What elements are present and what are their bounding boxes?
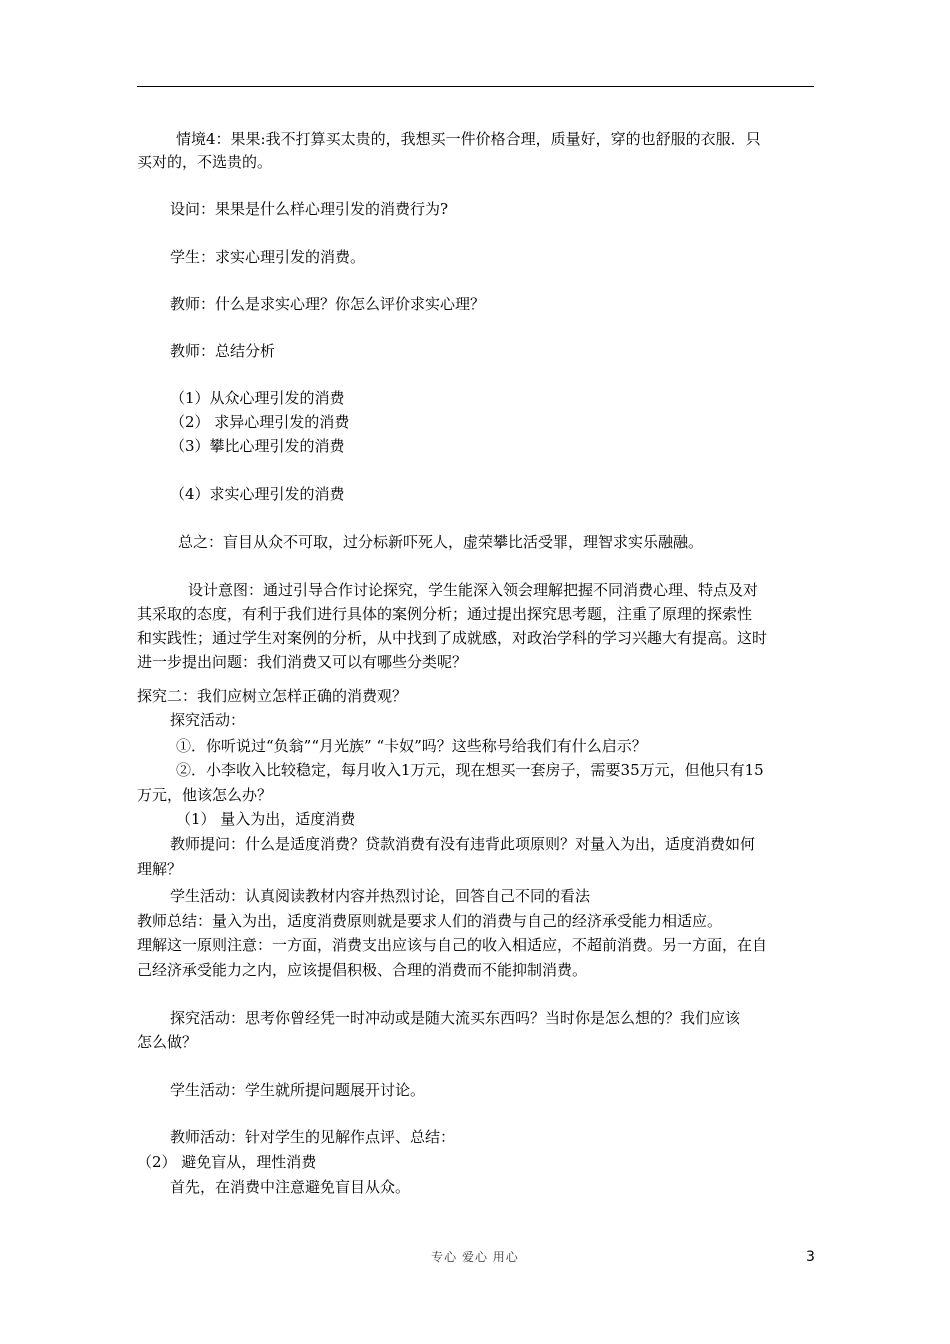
text-line: 教师：总结分析 bbox=[170, 342, 276, 360]
text-line: 教师：什么是求实心理？你怎么评价求实心理？ bbox=[170, 295, 486, 313]
footer-motto: 专心 爱心 用心 bbox=[431, 1250, 519, 1264]
text-line: 进一步提出问题：我们消费又可以有哪些分类呢？ bbox=[137, 653, 468, 671]
list-item: ①．你听说过“负翁”“月光族” “卡奴”吗？这些称号给我们有什么启示？ bbox=[176, 737, 647, 755]
page-number: 3 bbox=[806, 1249, 815, 1265]
text-line: 学生活动：认真阅读教材内容并热烈讨论，回答自己不同的看法 bbox=[170, 887, 591, 905]
list-item: （2） 求异心理引发的消费 bbox=[170, 413, 350, 431]
list-item: （4）求实心理引发的消费 bbox=[170, 485, 345, 503]
text-line: 理解？ bbox=[137, 860, 183, 878]
text-line: 探究活动： bbox=[170, 711, 246, 729]
subsection-heading: （1） 量入为出，适度消费 bbox=[176, 810, 356, 828]
list-item: ②．小李收入比较稳定，每月收入1万元，现在想买一套房子，需要35万元，但他只有15 bbox=[176, 761, 764, 779]
text-line: 设计意图：通过引导合作讨论探究，学生能深入领会理解把握不同消费心理、特点及对 bbox=[188, 581, 759, 599]
subsection-heading: （2） 避免盲从，理性消费 bbox=[137, 1153, 317, 1171]
text-line: 首先，在消费中注意避免盲目从众。 bbox=[170, 1178, 411, 1196]
list-item: （3）攀比心理引发的消费 bbox=[170, 437, 345, 455]
text-line: 设问：果果是什么样心理引发的消费行为? bbox=[170, 200, 449, 218]
text-line: 教师总结：量入为出，适度消费原则就是要求人们的消费与自己的经济承受能力相适应。 bbox=[137, 912, 723, 930]
text-line: 其采取的态度，有利于我们进行具体的案例分析；通过提出探究思考题，注重了原理的探索性 bbox=[137, 605, 753, 623]
text-line: 学生活动：学生就所提问题展开讨论。 bbox=[170, 1081, 426, 1099]
header-rule bbox=[137, 86, 814, 87]
text-line: 己经济承受能力之内，应该提倡积极、合理的消费而不能抑制消费。 bbox=[137, 961, 588, 979]
text-line: 万元，他该怎么办？ bbox=[137, 786, 273, 804]
text-line: 总之：盲目从众不可取，过分标新吓死人，虚荣攀比活受罪，理智求实乐融融。 bbox=[178, 533, 704, 551]
text-line: 情境4：果果:我不打算买太贵的，我想买一件价格合理，质量好，穿的也舒服的衣服．只 bbox=[176, 130, 761, 148]
text-line: 学生：求实心理引发的消费。 bbox=[170, 248, 366, 266]
text-line: 怎么做？ bbox=[137, 1033, 198, 1051]
section-heading: 探究二：我们应树立怎样正确的消费观？ bbox=[137, 687, 408, 705]
text-line: 理解这一原则注意：一方面，消费支出应该与自己的收入相适应，不超前消费。另一方面，在自 bbox=[137, 936, 768, 954]
text-line: 和实践性；通过学生对案例的分析，从中找到了成就感，对政治学科的学习兴趣大有提高。这时 bbox=[137, 629, 768, 647]
text-line: 教师活动：针对学生的见解作点评、总结： bbox=[170, 1128, 456, 1146]
list-item: （1）从众心理引发的消费 bbox=[170, 389, 345, 407]
text-line: 探究活动：思考你曾经凭一时冲动或是随大流买东西吗？当时你是怎么想的？我们应该 bbox=[170, 1009, 741, 1027]
text-line: 买对的，不选贵的。 bbox=[137, 153, 273, 171]
text-line: 教师提问：什么是适度消费？贷款消费有没有违背此项原则？对量入为出，适度消费如何 bbox=[170, 835, 756, 853]
